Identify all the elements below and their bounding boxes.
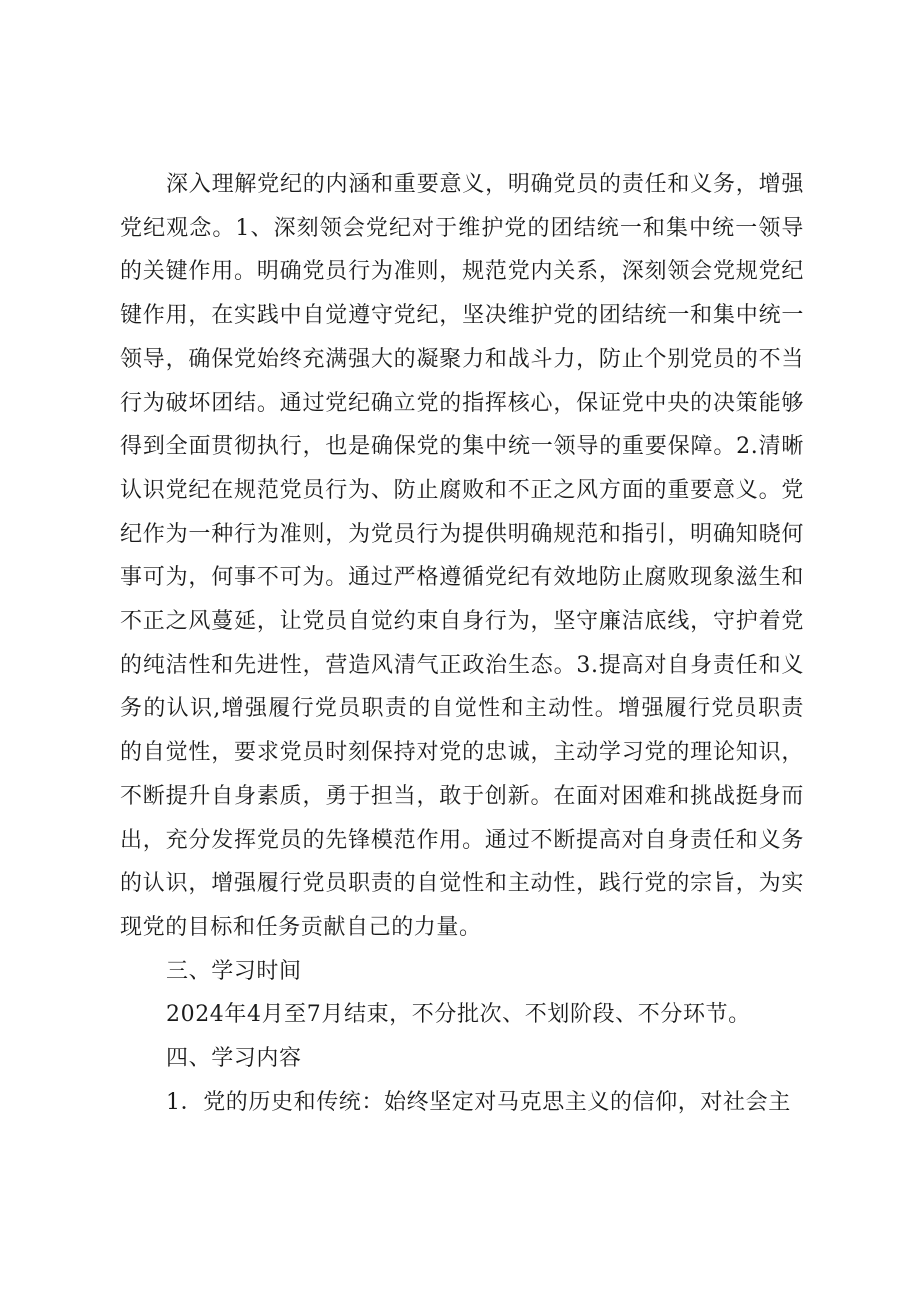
document-body <box>120 163 804 1124</box>
heading-study-time: 三、学习时间 <box>166 958 302 984</box>
paragraph-study-content-item-1: 1．党的历史和传统：始终坚定对马克思主义的信仰，对社会主 <box>166 1089 791 1115</box>
paragraph-study-time: 2024年4月至7月结束，不分批次、不划阶段、不分环节。 <box>166 1002 751 1028</box>
heading-study-content: 四、学习内容 <box>166 1046 302 1072</box>
paragraph-party-discipline-significance: 深入理解党纪的内涵和重要意义，明确党员的责任和义务，增强党纪观念。1、深刻领会党纪对于维护党的团结统一和集中统一领导的关键作用。明确党员行为准则，规范党内关系，深刻领会党规党纪键作用，在实践中自觉遵守党纪，坚决维护党的团结统一和集中统一领导，确保党始终充满强大的凝聚力和战斗力，防止个别党员的不当行为破坏团结。通过党纪确立党的指挥核心，保证党中央的决策能够得到全面贯彻执行，也是确保党的集中统一领导的重要保障。2.清晰认识党纪在规范党员行为、防止腐败和不正之风方面的重要意义。党纪作为一种行为准则，为党员行为提供明确规范和指引，明确知晓何事可为，何事不可为。通过严格遵循党纪有效地防止腐败现象滋生和不正之风蔓延，让党员自觉约束自身行为，坚守廉洁底线，守护着党的纯洁性和先进性，营造风清气正政治生态。3.提高对自身责任和义务的认识,增强履行党员职责的自觉性和主动性。增强履行党员职责的自觉性，要求党员时刻保持对党的忠诚，主动学习党的理论知识，不断提升自身素质，勇于担当，敢于创新。在面对困难和挑战挺身而出，充分发挥党员的先锋模范作用。通过不断提高对自身责任和义务的认识，增强履行党员职责的自觉性和主动性，践行党的宗旨，为实现党的目标和任务贡献自己的力量。 <box>120 172 804 940</box>
